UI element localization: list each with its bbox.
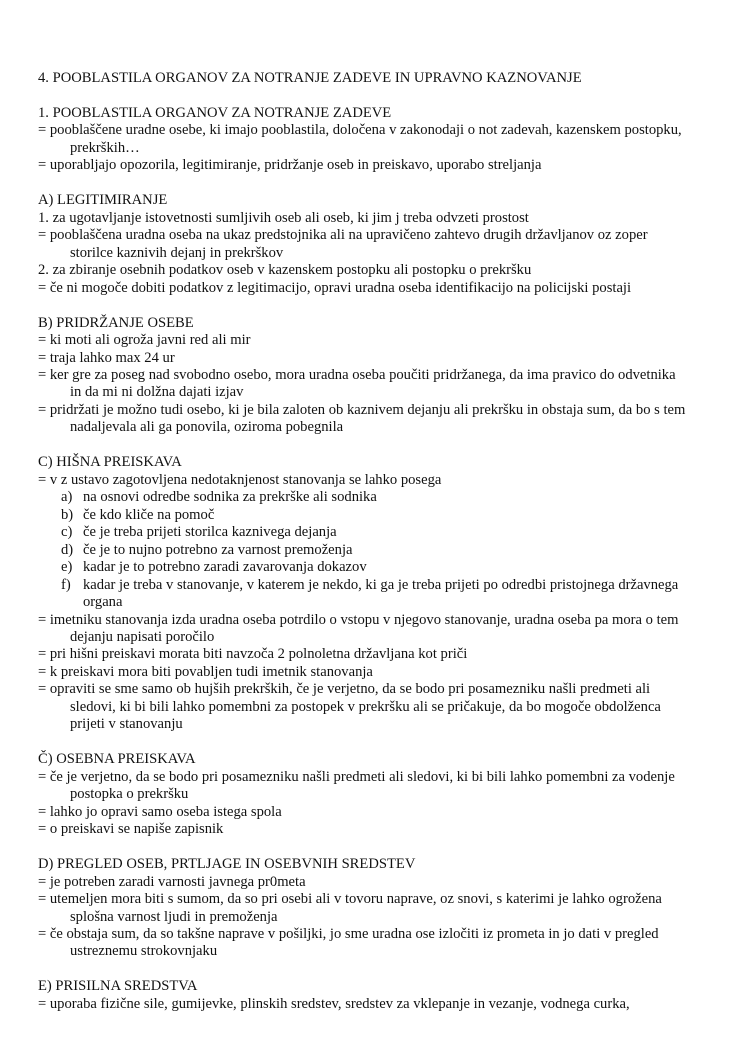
- spacer: [38, 297, 738, 314]
- paragraph-line: = v z ustavo zagotovljena nedotaknjenost stanovanja se lahko posega: [38, 471, 442, 488]
- list-item: [38, 507, 738, 524]
- paragraph-continuation: prekrških…: [70, 139, 140, 156]
- spacer: [38, 437, 738, 454]
- paragraph-line: = o preiskavi se napiše zapisnik: [38, 821, 224, 838]
- section-heading: E) PRISILNA SREDSTVA: [38, 978, 198, 995]
- list-marker: e): [61, 559, 73, 576]
- list-item: [38, 577, 738, 594]
- section-heading: D) PREGLED OSEB, PRTLJAGE IN OSEBVNIH SREDSTEV: [38, 856, 416, 873]
- section: [38, 192, 738, 297]
- paragraph-continuation: dejanju napisati poročilo: [70, 629, 215, 645]
- paragraph-line: = če ni mogoče dobiti podatkov z legitimacijo, opravi uradna oseba identifikacijo na policijski postaji: [38, 279, 632, 296]
- section-heading: B) PRIDRŽANJE OSEBE: [38, 314, 194, 331]
- spacer: [38, 87, 738, 104]
- spacer: [38, 175, 738, 192]
- spacer: [38, 839, 738, 856]
- list-item-text: kadar je treba v stanovanje, v katerem je nekdo, ki ga je treba prijeti po odredbi pristojnega državnega: [83, 576, 679, 593]
- paragraph-line: = če obstaja sum, da so takšne naprave v pošiljki, jo sme uradna ose izločiti iz prometa in jo dati v pregled: [38, 925, 659, 942]
- list-item-continuation: organa: [83, 594, 123, 611]
- list-item: [38, 489, 738, 506]
- list-item-text: na osnovi odredbe sodnika za prekrške ali sodnika: [83, 489, 377, 506]
- section-heading: 1. POOBLASTILA ORGANOV ZA NOTRANJE ZADEVE: [38, 104, 392, 121]
- section-heading: A) LEGITIMIRANJE: [38, 192, 168, 209]
- paragraph-line: = če je verjetno, da se bodo pri posamezniku našli predmeti ali sledovi, ki bi bili lahko pomembni za vodenje: [38, 768, 675, 785]
- section: [38, 856, 738, 961]
- paragraph-line: = je potreben zaradi varnosti javnega pr0meta: [38, 873, 306, 890]
- paragraph-continuation: ustreznemu strokovnjaku: [70, 943, 218, 960]
- paragraph-continuation: postopka o prekršku: [70, 786, 189, 803]
- list-marker: c): [61, 524, 73, 541]
- paragraph-line: = uporaba fizične sile, gumijevke, plinskih sredstev, sredstev za vklepanje in vezanje, vodnega curka,: [38, 995, 630, 1012]
- document-title: 4. POOBLASTILA ORGANOV ZA NOTRANJE ZADEVE IN UPRAVNO KAZNOVANJE: [38, 70, 582, 86]
- paragraph-line: = pridržati je možno tudi osebo, ki je bila zaloten ob kaznivem dejanju ali prekršku in obstaja sum, da bo s tem: [38, 401, 686, 418]
- paragraph-line: = traja lahko max 24 ur: [38, 349, 175, 366]
- paragraph-continuation: prijeti v stanovanju: [70, 716, 183, 733]
- list-item: [38, 542, 738, 559]
- paragraph-continuation: in da mi ni dolžna dajati izjav: [70, 384, 244, 401]
- list-marker: b): [61, 506, 74, 523]
- paragraph-line: = opraviti se sme samo ob hujših prekrških, če je verjetno, da se bodo pri posamezniku našli predmeti ali: [38, 681, 651, 698]
- list-item: [38, 559, 738, 576]
- paragraph-line: = uporabljajo opozorila, legitimiranje, pridržanje oseb in preiskavo, uporabo streljanja: [38, 157, 542, 174]
- section-heading: C) HIŠNA PREISKAVA: [38, 454, 182, 471]
- list-item: [38, 524, 738, 541]
- list-item-text: če kdo kliče na pomoč: [83, 506, 215, 523]
- paragraph-line: 1. za ugotavljanje istovetnosti sumljivih oseb ali oseb, ki jim j treba odvzeti prostost: [38, 209, 529, 226]
- spacer: [38, 734, 738, 751]
- paragraph-continuation: storilce kaznivih dejanj in prekrškov: [70, 244, 284, 261]
- paragraph-line: = ki moti ali ogroža javni red ali mir: [38, 332, 251, 349]
- paragraph-line: = lahko jo opravi samo oseba istega spola: [38, 803, 282, 820]
- list-marker: d): [61, 541, 74, 558]
- paragraph-line: = imetniku stanovanja izda uradna oseba potrdilo o vstopu v njegovo stanovanje, uradna oseba pa mora o tem: [38, 611, 679, 628]
- section: [38, 315, 738, 437]
- list-item-text: kadar je to potrebno zaradi zavarovanja dokazov: [83, 559, 367, 576]
- spacer: [38, 961, 738, 978]
- list-item-text: če je treba prijeti storilca kaznivega dejanja: [83, 524, 337, 541]
- paragraph-line: = k preiskavi mora biti povabljen tudi imetnik stanovanja: [38, 663, 373, 680]
- document-page: [38, 70, 738, 1013]
- paragraph-continuation: nadaljevala ali ga ponovila, oziroma pobegnila: [70, 419, 344, 436]
- list-item-text: če je to nujno potrebno za varnost premoženja: [83, 541, 353, 558]
- paragraph-line: = pri hišni preiskavi morata biti navzoča 2 polnoletna državljana kot priči: [38, 646, 468, 663]
- list-marker: a): [61, 489, 73, 506]
- paragraph-line: = utemeljen mora biti s sumom, da so pri osebi ali v tovoru naprave, oz snovi, s katerimi je lahko ogrožena: [38, 891, 662, 908]
- paragraph-continuation: splošna varnost ljudi in premoženja: [70, 908, 278, 925]
- section: [38, 751, 738, 838]
- section: [38, 978, 738, 1013]
- paragraph-line: = ker gre za poseg nad svobodno osebo, mora uradna oseba poučiti pridržanega, da ima pravico do odvetnika: [38, 366, 676, 383]
- section: [38, 105, 738, 175]
- section: [38, 454, 738, 734]
- section-heading: Č) OSEBNA PREISKAVA: [38, 751, 196, 768]
- paragraph-line: = pooblaščena uradna oseba na ukaz predstojnika ali na upravičeno zahtevo drugih državljanov oz zoper: [38, 227, 648, 244]
- paragraph-line: = pooblaščene uradne osebe, ki imajo pooblastila, določena v zakonodaji o not zadevah, kazenskem postopku,: [38, 122, 682, 139]
- paragraph-continuation: sledovi, ki bi bili lahko pomembni za postopek v prekršku ali se pričakuje, da bo mogoče obdolženca: [70, 698, 661, 715]
- paragraph-line: 2. za zbiranje osebnih podatkov oseb v kazenskem postopku ali postopku o prekršku: [38, 262, 532, 279]
- list-marker: f): [61, 576, 71, 593]
